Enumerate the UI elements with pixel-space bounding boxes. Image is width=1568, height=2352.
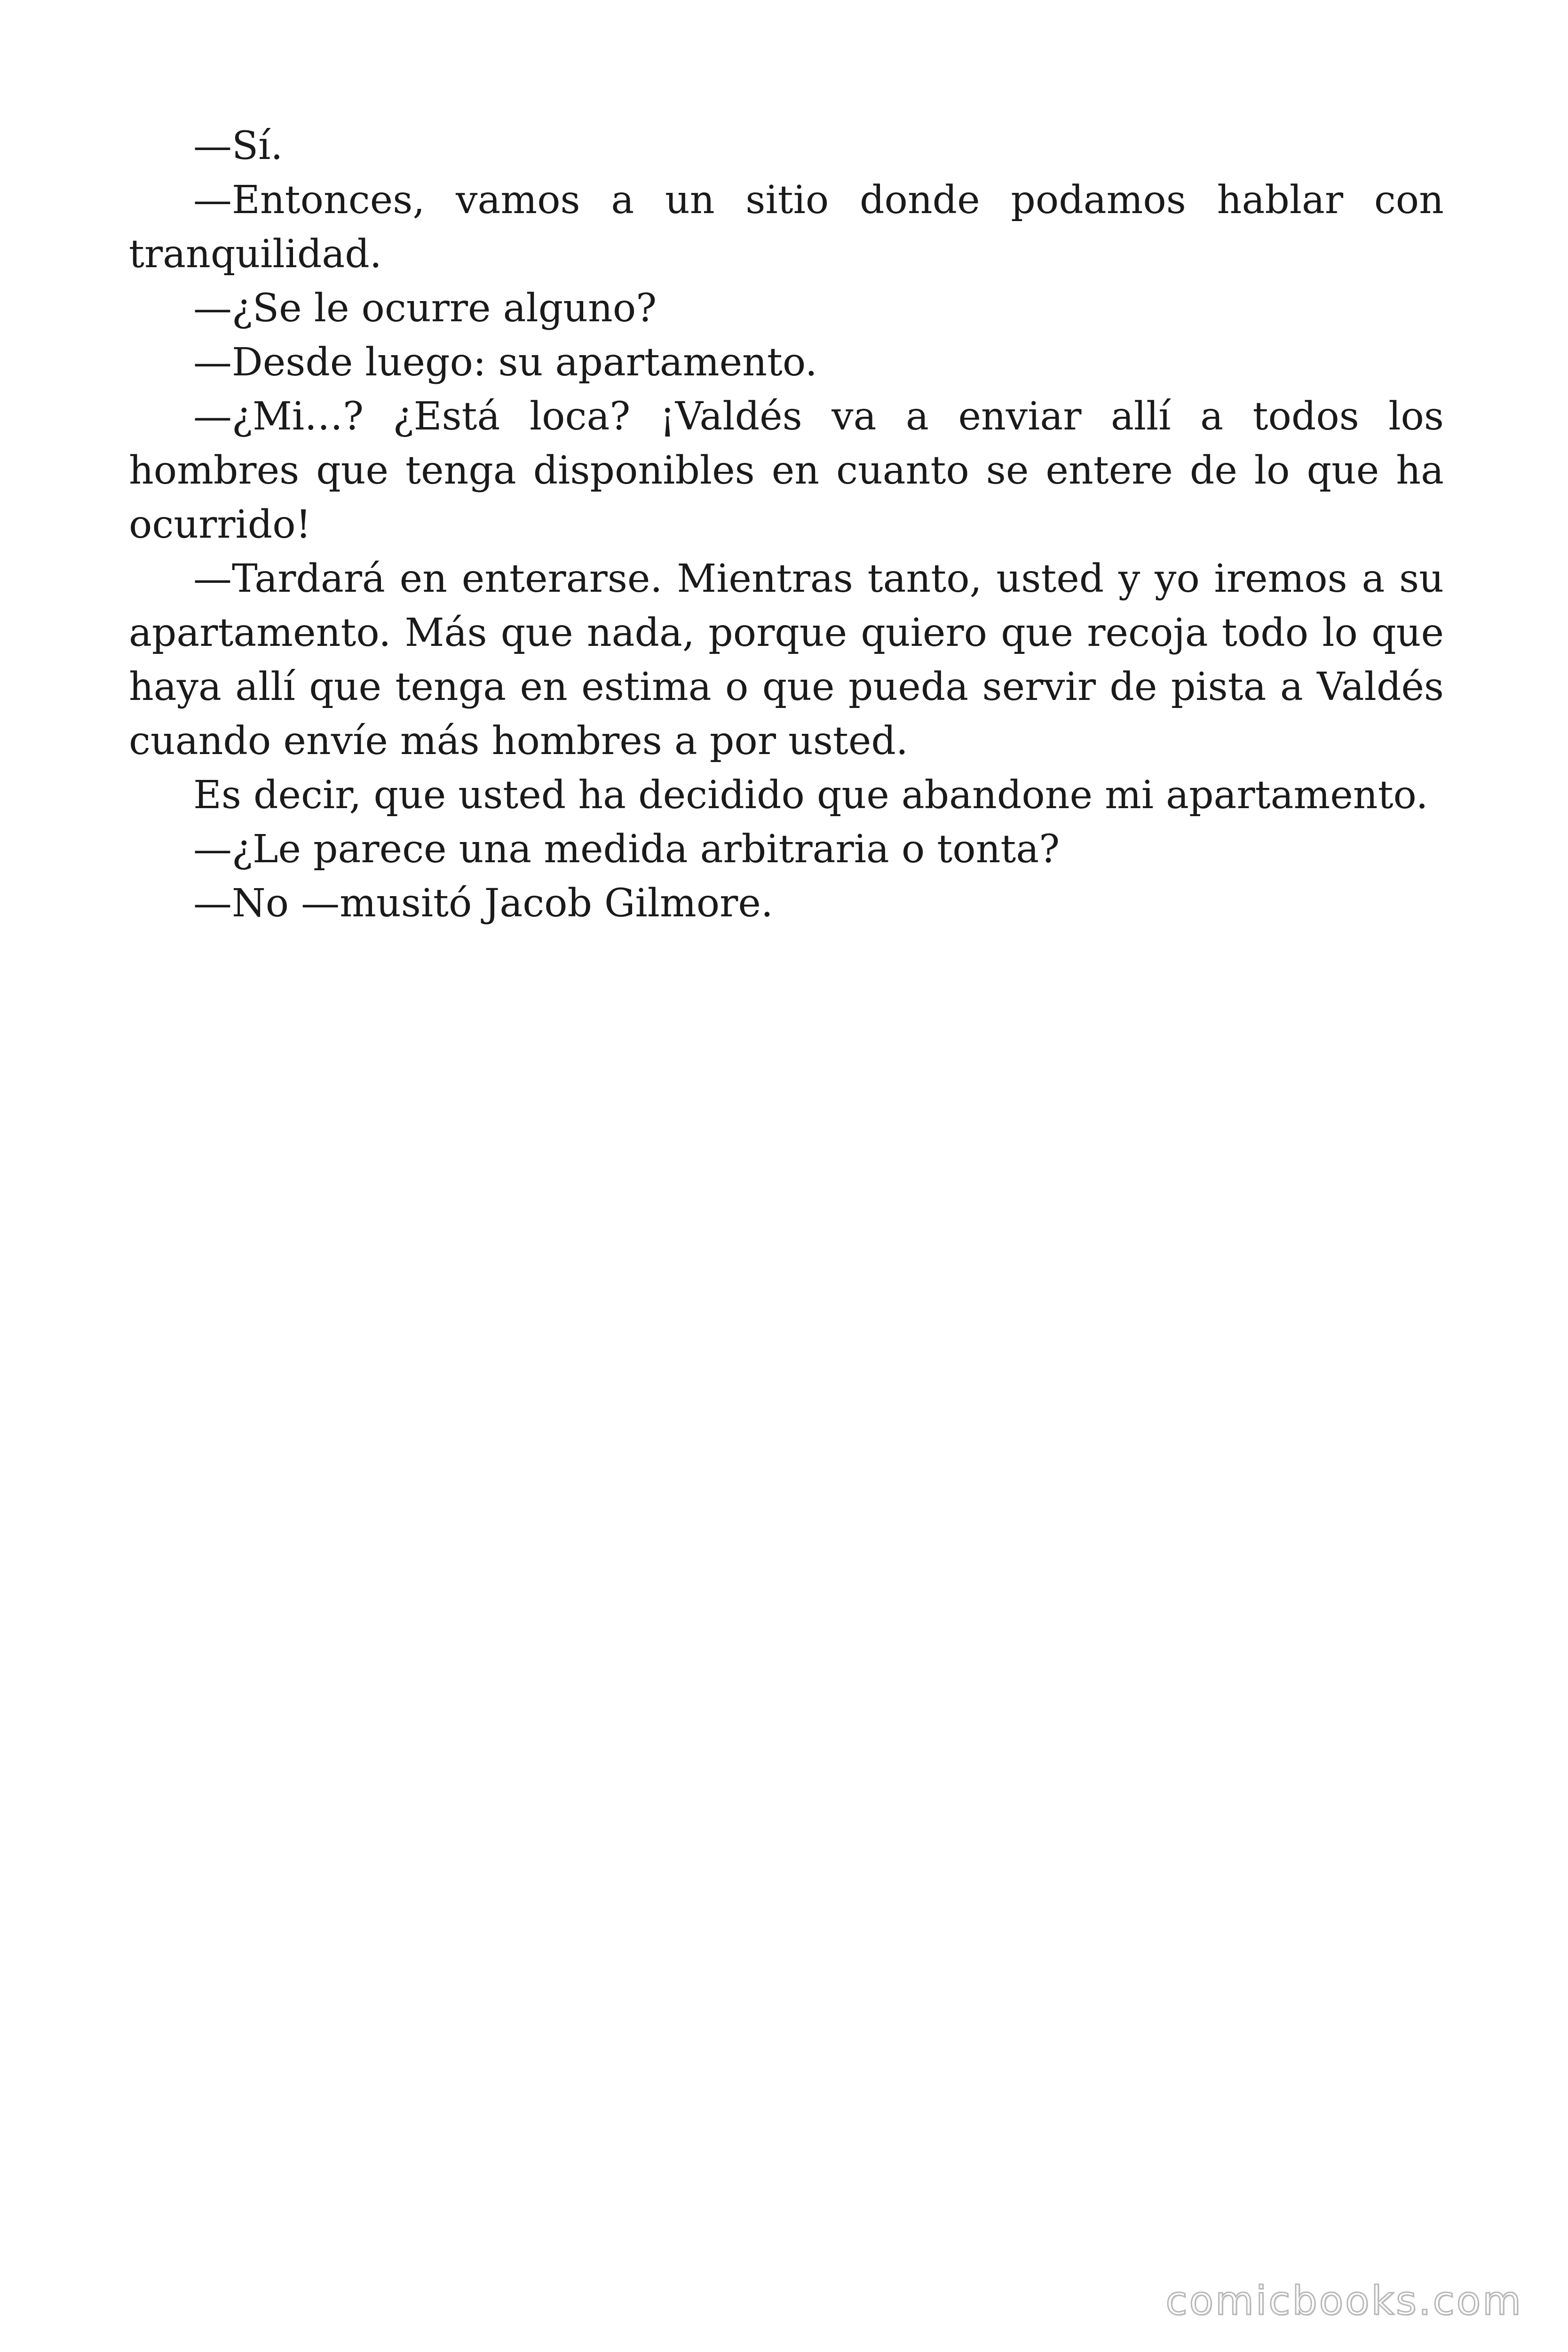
paragraph: —Tardará en enterarse. Mientras tanto, usted y yo iremos a su apartamento. Más que nada, porque quiero que recoja todo lo que haya allí que tenga en estima o que pueda servir de pista a Valdés cuando envíe más hombres a por usted.: [129, 556, 1444, 763]
paragraph: Es decir, que usted ha decidido que abandone mi apartamento.: [193, 773, 1428, 818]
paragraph: —No —musitó Jacob Gilmore.: [193, 881, 773, 926]
paragraph: —¿Le parece una medida arbitraria o tonta?: [193, 827, 1060, 872]
paragraph: —Desde luego: su apartamento.: [193, 340, 817, 385]
paragraph: —¿Se le ocurre alguno?: [193, 286, 657, 331]
page-text: [129, 119, 1444, 930]
paragraph: —Sí.: [193, 124, 283, 168]
watermark: comicbooks.com: [1165, 2278, 1523, 2324]
paragraph: —¿Mi…? ¿Está loca? ¡Valdés va a enviar allí a todos los hombres que tenga disponibles en cuanto se entere de lo que ha ocurrido!: [129, 394, 1444, 547]
paragraph: —Entonces, vamos a un sitio donde podamos hablar con tranquilidad.: [129, 178, 1444, 277]
